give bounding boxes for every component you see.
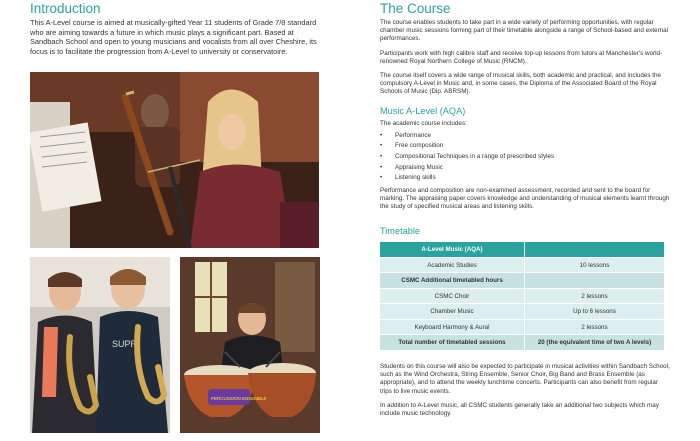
table-cell: Academic Studies bbox=[380, 258, 525, 273]
table-row bbox=[380, 304, 665, 319]
table-cell: Total number of timetabled sessions bbox=[380, 335, 525, 350]
aqa-intro: The academic course includes: bbox=[380, 119, 467, 127]
course-paragraph-5: Students on this course will also be expected to participate in musical activities within Sandbach School, such as the Wind Orchestra, String Ensemble, Senior Choir, Big Band and Brass Ensemble (as appropriate), and to attend the weekly lunchtime concerts. Participants can also benefit from regular trips to live music events. bbox=[380, 362, 670, 395]
list-item: • Listening skills bbox=[380, 173, 670, 184]
woodwind-ensemble-illustration bbox=[30, 72, 319, 248]
saxophone-players-photo bbox=[30, 257, 170, 433]
left-column bbox=[30, 0, 320, 56]
table-cell bbox=[525, 273, 665, 288]
course-paragraph-3: The course itself covers a wide range of musical skills, both academic and practical, and includes the compulsory A-Level in Music and, in some cases, the Diploma of the Associated Board of the Royal Schools of Music (Dip. ABRSM). bbox=[380, 72, 662, 96]
table-cell: 2 lessons bbox=[525, 320, 665, 335]
list-item: • Compositional Techniques in a range of prescribed styles bbox=[380, 152, 670, 163]
course-paragraph-1: The course enables students to take part in a wide variety of performing opportunities, with regular chamber music sessions forming part of their timetable alongside a range of School-based and external performances. bbox=[380, 19, 669, 43]
table-cell: Up to 6 lessons bbox=[525, 304, 665, 319]
course-paragraph-2: Participants work with high calibre staff and receive top-up lessons from tutors at Manchester's world-renowned Royal Northern College of Music (RNCM). bbox=[380, 49, 663, 65]
table-cell: Keyboard Harmony & Aural bbox=[380, 320, 525, 335]
aqa-heading: Music A-Level (AQA) bbox=[380, 105, 466, 116]
timetable-table bbox=[380, 241, 665, 351]
table-cell: CSMC Choir bbox=[380, 289, 525, 304]
course-paragraph-4: Performance and composition are non-examined assessment, recorded and sent to the board for marking. The appraising paper covers knowledge and understanding of musical elements learnt through the study of specified musical areas and listening skills. bbox=[380, 186, 670, 211]
right-column bbox=[380, 0, 670, 418]
introduction-heading: Introduction bbox=[30, 1, 101, 16]
svg-text:SUPR: SUPR bbox=[112, 339, 138, 349]
saxophone-players-illustration bbox=[30, 257, 170, 433]
timetable-heading: Timetable bbox=[380, 226, 420, 237]
table-cell: CSMC Additional timetabled hours bbox=[380, 273, 525, 288]
table-row bbox=[380, 335, 665, 350]
woodwind-ensemble-photo bbox=[30, 72, 319, 248]
introduction-text: This A-Level course is aimed at musically-gifted Year 11 students of Grade 7/8 standard who are aiming towards a future in which music plays a significant part. Based at Sandbach School and open to young musicians and vocalists from all over Cheshire, its focus is to facilitate the progression from A-Level to university or conservatoire. bbox=[30, 18, 317, 56]
percussion-photo bbox=[180, 257, 320, 433]
table-row bbox=[380, 273, 665, 288]
aqa-list bbox=[380, 131, 670, 184]
table-row bbox=[380, 320, 665, 335]
the-course-heading: The Course bbox=[380, 1, 451, 16]
table-row bbox=[380, 289, 665, 304]
table-row bbox=[380, 258, 665, 273]
table-cell: 20 (the equivalent time of two A levels) bbox=[525, 335, 665, 350]
table-cell: 2 lessons bbox=[525, 289, 665, 304]
table-row bbox=[380, 242, 665, 257]
list-item: • Free composition bbox=[380, 141, 670, 152]
list-item: • Performance bbox=[380, 131, 670, 142]
percussion-ensemble-banner: PERCUSSION ENSEMBLE bbox=[211, 396, 267, 401]
table-cell: Chamber Music bbox=[380, 304, 525, 319]
percussion-illustration bbox=[180, 257, 320, 433]
course-paragraph-6: In addition to A-Level music, all CSMC students generally take an additional two subjects which may include music technology. bbox=[380, 401, 659, 417]
list-item: • Appraising Music bbox=[380, 163, 670, 174]
table-cell bbox=[525, 242, 665, 257]
table-cell: 10 lessons bbox=[525, 258, 665, 273]
table-cell: A-Level Music (AQA) bbox=[380, 242, 525, 257]
